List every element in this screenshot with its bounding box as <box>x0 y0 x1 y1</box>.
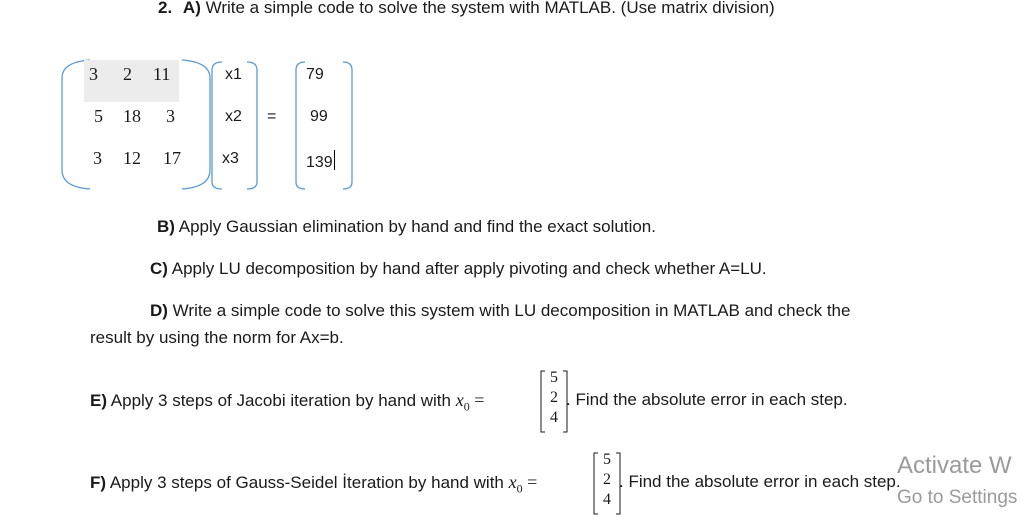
part-e-text: Apply 3 steps of Jacobi iteration by hand with <box>107 391 456 410</box>
vector-x-right-brace <box>247 62 257 189</box>
part-b <box>157 217 656 237</box>
matrix-cell: 17 <box>163 148 181 168</box>
vector-b-right-brace <box>343 62 352 189</box>
matrix-cell: 5 <box>94 106 103 126</box>
part-e <box>90 390 489 414</box>
part-f-sub: 0 <box>516 481 523 496</box>
part-a-label: A) <box>182 0 201 17</box>
part-f <box>90 472 542 496</box>
matrix-cell: 2 <box>123 64 132 84</box>
part-f-eq: = <box>522 472 542 492</box>
part-e-eq: = <box>469 390 489 410</box>
part-c-label: C) <box>150 259 168 278</box>
matrix-equation <box>0 0 400 200</box>
part-e-vector-entry: 5 <box>550 369 558 386</box>
part-f-vector-entry: 5 <box>603 451 611 468</box>
matrix-cell: 12 <box>123 148 141 168</box>
matrix-cell: 3 <box>166 106 175 126</box>
vector-b-cell-value: 139 <box>306 154 333 171</box>
vector-b-cell: 99 <box>310 108 328 125</box>
part-d <box>150 301 850 321</box>
part-e-vector-entry: 4 <box>550 409 558 426</box>
matrix-cell: 3 <box>89 64 98 84</box>
go-to-settings-link[interactable]: Go to Settings <box>897 487 1018 508</box>
matrix-cell: 3 <box>93 148 102 168</box>
question-number: 2. <box>158 0 173 17</box>
vector-x-cell: x3 <box>222 150 239 167</box>
part-e-vector-entry: 2 <box>550 389 558 406</box>
part-f-var: x <box>508 472 517 492</box>
matrix-a-right-paren <box>182 60 210 189</box>
matrix-cell: 18 <box>123 106 141 126</box>
part-e-tail: . Find the absolute error in each step. <box>566 390 848 409</box>
vector-b-left-brace <box>296 62 305 189</box>
part-d-continued: result by using the norm for Ax=b. <box>90 328 344 347</box>
part-b-label: B) <box>157 217 175 236</box>
vector-b-cell: 79 <box>306 66 324 83</box>
part-a-text: Write a simple code to solve the system with MATLAB. (Use matrix division) <box>200 0 775 17</box>
part-b-text: Apply Gaussian elimination by hand and find the exact solution. <box>174 217 656 236</box>
part-f-text: Apply 3 steps of Gauss-Seidel İteration by hand with <box>106 473 509 492</box>
vector-b-cell-with-cursor[interactable] <box>306 150 335 172</box>
part-f-tail: . Find the absolute error in each step. <box>619 472 901 491</box>
part-c <box>150 259 767 279</box>
activate-windows-watermark: Activate W <box>897 452 1012 479</box>
part-d-text: Write a simple code to solve this system with LU decomposition in MATLAB and check the <box>167 301 851 320</box>
part-f-vector-entry: 4 <box>603 491 611 508</box>
text-cursor <box>334 150 336 170</box>
part-f-label: F) <box>90 473 107 492</box>
part-e-vector <box>543 370 565 425</box>
part-e-sub: 0 <box>463 399 470 414</box>
equals-sign: = <box>267 108 277 125</box>
part-e-label: E) <box>90 391 107 410</box>
part-f-vector-entry: 2 <box>603 471 611 488</box>
matrix-brackets <box>0 0 400 200</box>
part-f-vector <box>596 452 618 507</box>
part-d-label: D) <box>150 301 168 320</box>
vector-x-cell: x2 <box>225 108 242 125</box>
vector-x-left-brace <box>212 62 222 189</box>
part-e-var: x <box>455 390 464 410</box>
matrix-cell: 11 <box>153 64 171 84</box>
part-c-text: Apply LU decomposition by hand after apply pivoting and check whether A=LU. <box>167 259 767 278</box>
vector-x-cell: x1 <box>225 66 242 83</box>
